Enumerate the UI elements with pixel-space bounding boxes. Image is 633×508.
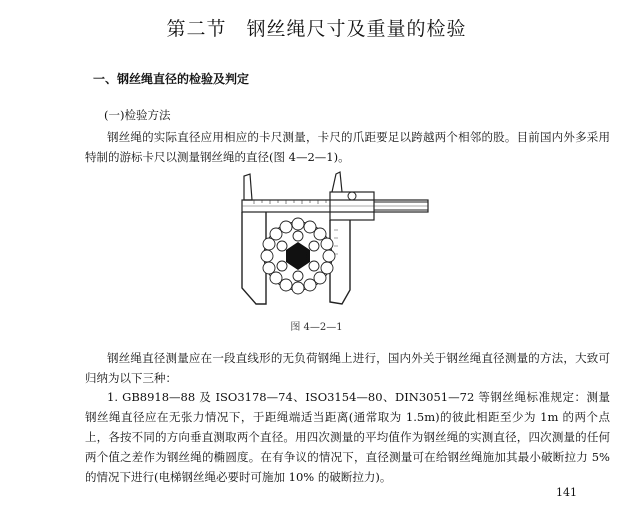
paragraph-3: 1. GB8918—88 及 ISO3178—74、ISO3154—80、DIN3051—72 等钢丝绳标准规定：测量钢丝绳直径应在无张力情况下，于距绳端适当距离(通常取为 1.5m)的彼此相距至少为 1m 的两个点上，各按不同的方向垂直测取两个直径。用四次测量的平均值作为钢丝绳的实测直径，四次测量的任何两个值之差作为钢丝绳的椭圆度。在有争议的情况下，直径测量可在给钢丝绳施加其最小破断拉力 5% 的情况下进行(电梯钢丝绳必要时可施加 10% 的破断拉力)。 (85, 390, 610, 484)
paragraph-2: 钢丝绳直径测量应在一段直线形的无负荷钢绳上进行，国内外关于钢丝绳直径测量的方法，大致可归纳为以下三种： (85, 351, 610, 385)
page-number: 141 (556, 486, 577, 499)
section-title: 第二节 钢丝绳尺寸及重量的检验 (166, 18, 467, 40)
paragraph-1: 钢丝绳的实际直径应用相应的卡尺测量，卡尺的爪距要足以跨越两个相邻的股。目前国内外多采用特制的游标卡尺以测量钢丝绳的直径(图 4—2—1)。 (85, 130, 610, 164)
vernier-caliper-figure (234, 170, 434, 310)
heading-2: (一)检验方法 (104, 108, 171, 122)
figure-caption: 图 4—2—1 (290, 322, 343, 333)
heading-1: 一、钢丝绳直径的检验及判定 (93, 72, 250, 86)
